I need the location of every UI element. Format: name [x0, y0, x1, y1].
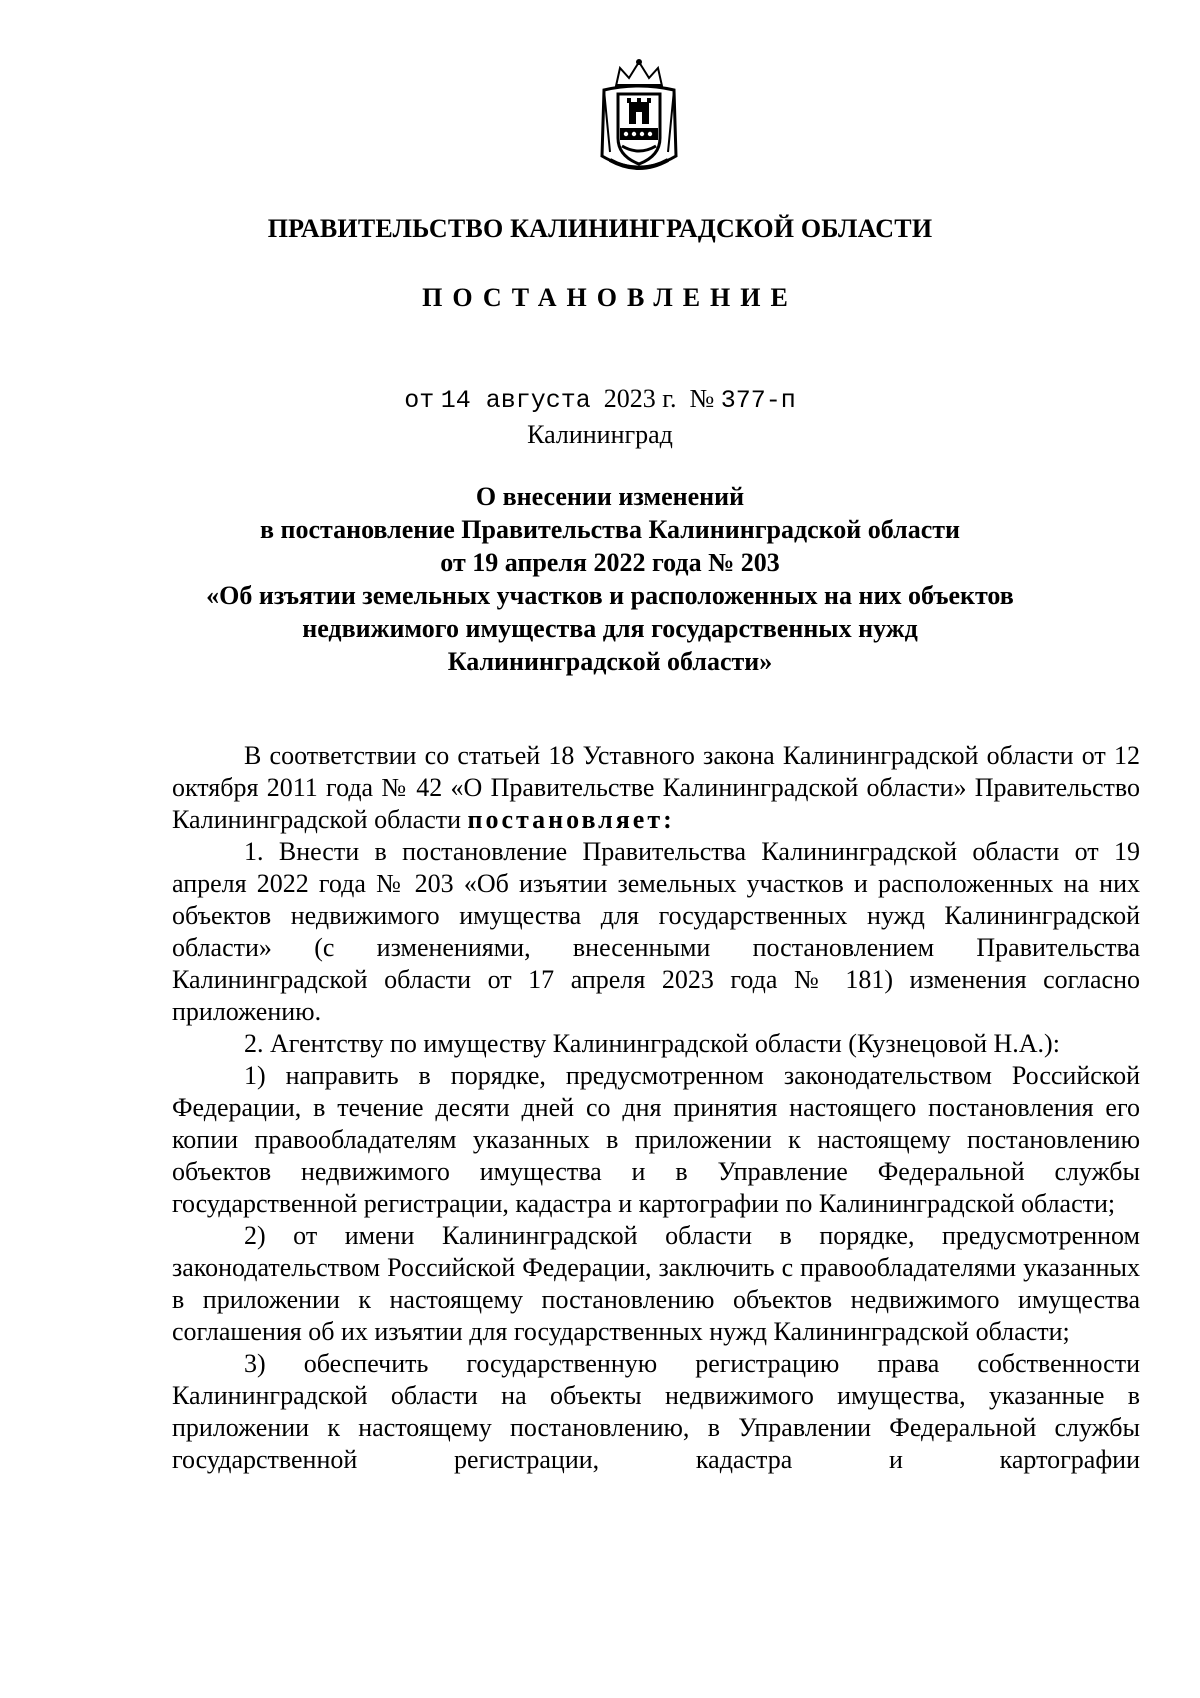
preamble-text: В соответствии со статьей 18 Уставного закона Калининградской области от 12 октября 2011 года № 42 «О Правительстве Калининградской области» Правительство Калининградской области [172, 741, 1140, 834]
subject-line: «Об изъятии земельных участков и расположенных на них объектов [206, 581, 1014, 610]
subject-line: недвижимого имущества для государственных нужд [302, 614, 918, 643]
paragraph-2: 2. Агентству по имуществу Калининградской области (Кузнецовой Н.А.): [244, 1029, 1060, 1058]
date-written: 14 августа [440, 386, 591, 415]
subject-line: в постановление Правительства Калининградской области [259, 515, 961, 544]
date-number-line [0, 384, 1200, 415]
city: Калининград [527, 420, 673, 449]
number-sign: № [689, 384, 715, 413]
document-type-title: ПОСТАНОВЛЕНИЕ [422, 283, 798, 312]
subject-line: О внесении изменений [475, 482, 745, 511]
document-subject [160, 480, 1060, 678]
subparagraph-2-2: 2) от имени Калининградской области в порядке, предусмотренном законодательством Российской Федерации, заключить с правообладателями указанных в приложении к настоящему постановлению объектов недвижимого имущества соглашения об их изъятии для государственных нужд Калининградской области; [172, 1221, 1140, 1346]
preamble-action: постановляет: [467, 805, 675, 834]
government-title: ПРАВИТЕЛЬСТВО КАЛИНИНГРАДСКОЙ ОБЛАСТИ [267, 214, 933, 243]
document-body [172, 740, 1140, 1476]
date-prefix: от [404, 386, 435, 415]
subject-line: от 19 апреля 2022 года № 203 [440, 548, 780, 577]
document-number: 377-п [720, 386, 796, 415]
coat-of-arms-icon [596, 56, 682, 178]
subparagraph-2-3: 3) обеспечить государственную регистрацию права собственности Калининградской области на объекты недвижимого имущества, указанные в приложении к настоящему постановлению, в Управлении Федеральной службы государственной регистрации, кадастра и картографии [172, 1349, 1140, 1474]
paragraph-1: 1. Внести в постановление Правительства Калининградской области от 19 апреля 2022 года № 203 «Об изъятии земельных участков и расположенных на них объектов недвижимого имущества для государственных нужд Калининградской области» (с изменениями, внесенными постановлением Правительства Калининградской области от 17 апреля 2023 года № 181) изменения согласно приложению. [172, 837, 1140, 1026]
subject-line: Калининградской области» [447, 647, 773, 676]
preamble-paragraph [172, 740, 1140, 836]
date-year: 2023 г. [603, 384, 677, 413]
subparagraph-2-1: 1) направить в порядке, предусмотренном законодательством Российской Федерации, в течение десяти дней со дня принятия настоящего постановления его копии правообладателям указанных в приложении к настоящему постановлению объектов недвижимого имущества и в Управление Федеральной службы государственной регистрации, кадастра и картографии по Калининградской области; [172, 1061, 1140, 1218]
